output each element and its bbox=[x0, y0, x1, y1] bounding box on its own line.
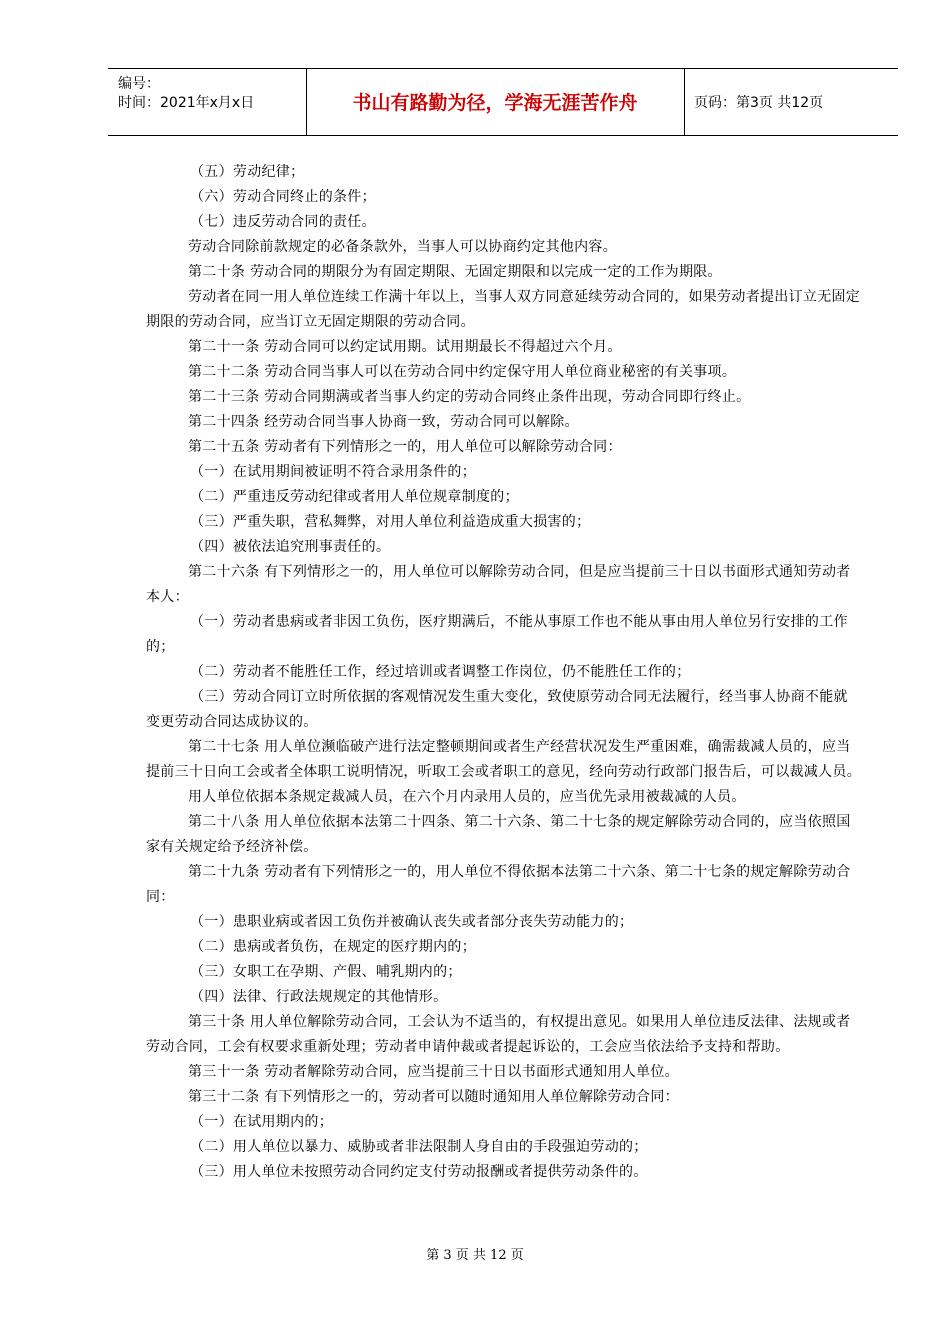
document-paragraph: （四）法律、行政法规规定的其他情形。 bbox=[190, 989, 448, 1005]
header-motto: 书山有路勤为径，学海无涯苦作舟 bbox=[352, 92, 638, 114]
document-paragraph: （二）用人单位以暴力、威胁或者非法限制人身自由的手段强迫劳动的； bbox=[190, 1139, 648, 1155]
document-paragraph: （二）严重违反劳动纪律或者用人单位规章制度的； bbox=[190, 489, 519, 505]
document-paragraph: （三）用人单位未按照劳动合同约定支付劳动报酬或者提供劳动条件的。 bbox=[190, 1164, 648, 1180]
document-paragraph: 第二十五条 劳动者有下列情形之一的，用人单位可以解除劳动合同： bbox=[188, 439, 622, 455]
page-header bbox=[108, 68, 898, 136]
document-paragraph: （三）女职工在孕期、产假、哺乳期内的； bbox=[190, 964, 462, 980]
document-paragraph: （一）在试用期内的； bbox=[190, 1114, 333, 1130]
document-paragraph: 第二十九条 劳动者有下列情形之一的，用人单位不得依据本法第二十六条、第二十七条的规定解除劳动合同： bbox=[146, 864, 851, 905]
document-paragraph: （五）劳动纪律； bbox=[190, 164, 305, 180]
document-paragraph: 第二十一条 劳动合同可以约定试用期。试用期最长不得超过六个月。 bbox=[188, 339, 622, 355]
document-paragraph: （一）在试用期间被证明不符合录用条件的； bbox=[190, 464, 476, 480]
document-paragraph: （三）严重失职，营私舞弊，对用人单位利益造成重大损害的； bbox=[190, 514, 591, 530]
header-meta-cell bbox=[108, 69, 307, 135]
document-paragraph: 第二十条 劳动合同的期限分为有固定期限、无固定期限和以完成一定的工作为期限。 bbox=[188, 264, 722, 280]
document-paragraph: 第二十八条 用人单位依据本法第二十四条、第二十六条、第二十七条的规定解除劳动合同的，应当依照国家有关规定给予经济补偿。 bbox=[146, 814, 851, 855]
document-paragraph: （六）劳动合同终止的条件； bbox=[190, 189, 376, 205]
document-paragraph: （一）劳动者患病或者非因工负伤，医疗期满后，不能从事原工作也不能从事由用人单位另行安排的工作的； bbox=[146, 614, 848, 655]
header-page-info: 页码：第3页 共12页 bbox=[694, 95, 824, 111]
header-motto-cell bbox=[306, 69, 685, 135]
document-paragraph: （一）患职业病或者因工负伤并被确认丧失或者部分丧失劳动能力的； bbox=[190, 914, 634, 930]
document-paragraph: 第二十三条 劳动合同期满或者当事人约定的劳动合同终止条件出现，劳动合同即行终止。 bbox=[188, 389, 751, 405]
document-paragraph: 第三十条 用人单位解除劳动合同，工会认为不适当的，有权提出意见。如果用人单位违反法律、法规或者劳动合同，工会有权要求重新处理；劳动者申请仲裁或者提起诉讼的，工会应当依法给予支持和帮助。 bbox=[146, 1014, 851, 1055]
document-paragraph: 第三十二条 有下列情形之一的，劳动者可以随时通知用人单位解除劳动合同： bbox=[188, 1089, 679, 1105]
document-paragraph: （二）患病或者负伤，在规定的医疗期内的； bbox=[190, 939, 476, 955]
document-date-label: 时间：2021年x月x日 bbox=[118, 95, 255, 111]
document-paragraph: （四）被依法追究刑事责任的。 bbox=[190, 539, 391, 555]
document-paragraph: （二）劳动者不能胜任工作，经过培训或者调整工作岗位，仍不能胜任工作的； bbox=[190, 664, 691, 680]
page-footer: 第 3 页 共 12 页 bbox=[426, 1248, 524, 1263]
document-paragraph: 第三十一条 劳动者解除劳动合同，应当提前三十日以书面形式通知用人单位。 bbox=[188, 1064, 679, 1080]
document-paragraph: 第二十六条 有下列情形之一的，用人单位可以解除劳动合同，但是应当提前三十日以书面形式通知劳动者本人： bbox=[146, 564, 851, 605]
document-body bbox=[146, 160, 862, 1185]
document-paragraph: 劳动者在同一用人单位连续工作满十年以上，当事人双方同意延续劳动合同的，如果劳动者提出订立无固定期限的劳动合同，应当订立无固定期限的劳动合同。 bbox=[146, 289, 861, 330]
document-number-label: 编号： bbox=[118, 76, 160, 92]
header-page-cell bbox=[684, 69, 898, 135]
document-paragraph: 第二十七条 用人单位濒临破产进行法定整顿期间或者生产经营状况发生严重困难，确需裁减人员的，应当提前三十日向工会或者全体职工说明情况，听取工会或者职工的意见，经向劳动行政部门报告后，可以裁减人员。 bbox=[146, 739, 861, 780]
document-paragraph: 用人单位依据本条规定裁减人员，在六个月内录用人员的，应当优先录用被裁减的人员。 bbox=[188, 789, 746, 805]
document-paragraph: 劳动合同除前款规定的必备条款外，当事人可以协商约定其他内容。 bbox=[188, 239, 617, 255]
document-paragraph: 第二十二条 劳动合同当事人可以在劳动合同中约定保守用人单位商业秘密的有关事项。 bbox=[188, 364, 737, 380]
document-paragraph: （三）劳动合同订立时所依据的客观情况发生重大变化，致使原劳动合同无法履行，经当事人协商不能就变更劳动合同达成协议的。 bbox=[146, 689, 848, 730]
document-paragraph: 第二十四条 经劳动合同当事人协商一致，劳动合同可以解除。 bbox=[188, 414, 579, 430]
document-paragraph: （七）违反劳动合同的责任。 bbox=[190, 214, 376, 230]
